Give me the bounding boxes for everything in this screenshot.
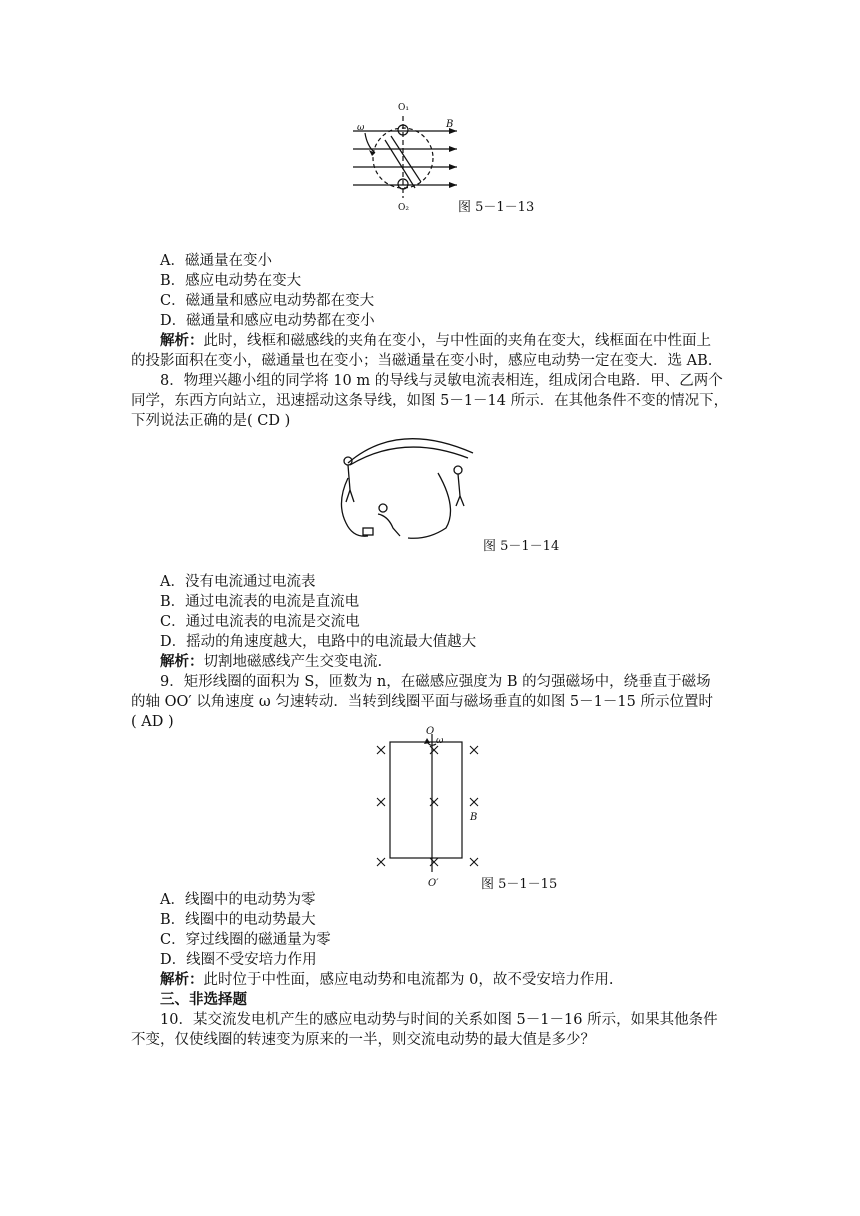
analysis: [160, 652, 760, 672]
option-b: B．感应电动势在变大: [160, 273, 302, 289]
analysis-label: 解析：: [160, 971, 204, 988]
option-a: A．线圈中的电动势为零: [160, 892, 316, 908]
question-9-line-3: ( AD ): [131, 714, 174, 730]
analysis: [160, 331, 760, 351]
figure-5-1-14: [328, 428, 478, 548]
option-c: C．通过电流表的电流是交流电: [160, 614, 360, 630]
question-8-line-1: 8．物理兴趣小组的同学将 10 m 的导线与灵敏电流表相连，组成闭合电路．甲、乙两个: [160, 373, 723, 389]
option-b: B．线圈中的电动势最大: [160, 912, 316, 928]
analysis-text: 此时位于中性面，感应电动势和电流都为 0，故不受安培力作用.: [203, 972, 614, 988]
analysis-text: 切割地磁感线产生交变电流.: [203, 654, 383, 670]
o2-label: O₂: [398, 203, 409, 213]
question-9-line-1: 9．矩形线圈的面积为 S，匝数为 n，在磁感应强度为 B 的匀强磁场中，绕垂直于磁场: [160, 674, 711, 690]
analysis-text: 此时，线框和磁感线的夹角在变小，与中性面的夹角在变大，线框面在中性面上: [203, 333, 711, 349]
question-8-line-3: 下列说法正确的是( CD ): [131, 413, 291, 429]
question-8-line-2: 同学，东西方向站立，迅速摇动这条导线，如图 5－1－14 所示．在其他条件不变的情况下，: [131, 393, 729, 409]
analysis-label: 解析：: [160, 332, 204, 349]
o-prime-label: O′: [428, 878, 439, 889]
option-b: B．通过电流表的电流是直流电: [160, 594, 360, 610]
omega-label: ω: [436, 736, 444, 746]
section-heading: 三、非选择题: [160, 991, 247, 1008]
option-d: D．线圈不受安培力作用: [160, 952, 317, 968]
figure-caption: 图 5－1－14: [483, 539, 560, 554]
figure-5-1-15: [370, 722, 490, 894]
field-cross: [377, 746, 478, 866]
analysis: [160, 970, 760, 990]
o-label: O: [426, 726, 435, 737]
b-label: B: [470, 812, 478, 823]
option-a: A．没有电流通过电流表: [160, 574, 316, 590]
o1-label: O₁: [398, 103, 409, 113]
option-d: D．摇动的角速度越大，电路中的电流最大值越大: [160, 634, 477, 650]
question-9-line-2: 的轴 OO′ 以角速度 ω 匀速转动．当转到线圈平面与磁场垂直的如图 5－1－15 所示位置时: [131, 694, 713, 710]
option-c: C．穿过线圈的磁通量为零: [160, 932, 331, 948]
question-10-line-1: 10．某交流发电机产生的感应电动势与时间的关系如图 5－1－16 所示，如果其他条件: [160, 1012, 718, 1028]
b-label: B: [446, 119, 454, 130]
figure-5-1-13: [345, 98, 465, 216]
option-c: C．磁通量和感应电动势都在变大: [160, 293, 375, 309]
analysis-label: 解析：: [160, 653, 204, 670]
figure-caption: 图 5－1－15: [481, 877, 558, 892]
option-d: D．磁通量和感应电动势都在变小: [160, 313, 375, 329]
question-10-line-2: 不变，仅使线圈的转速变为原来的一半，则交流电动势的最大值是多少？: [131, 1032, 595, 1048]
analysis-continued: 的投影面积在变小，磁通量也在变小；当磁通量在变小时，感应电动势一定在变大．选 AB.: [131, 353, 713, 369]
figure-caption: 图 5－1－13: [458, 200, 535, 215]
option-a: A．磁通量在变小: [160, 253, 272, 269]
omega-label: ω: [357, 123, 365, 133]
